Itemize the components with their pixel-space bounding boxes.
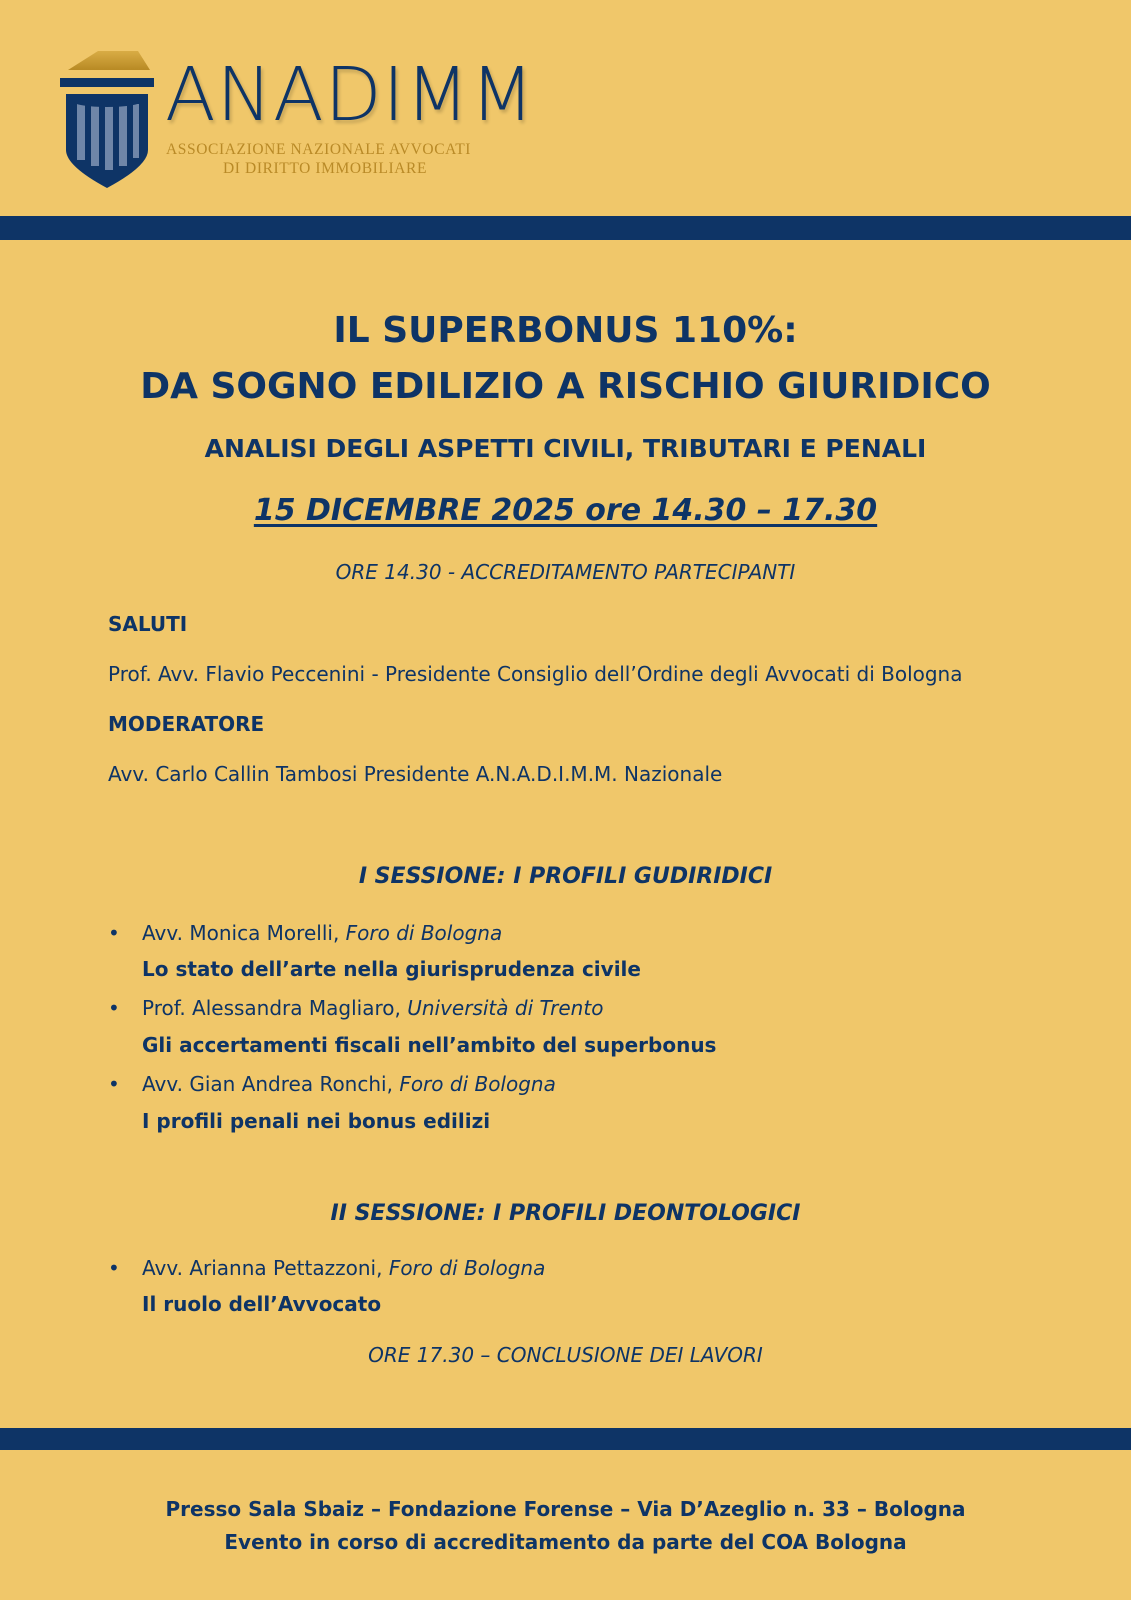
event-title-line1: IL SUPERBONUS 110%:: [333, 310, 798, 351]
speaker-item: [108, 1072, 556, 1096]
session-2-title: II SESSIONE: I PROFILI DEONTOLOGICI: [330, 1201, 801, 1226]
speaker-affiliation: Università di Trento: [407, 996, 604, 1020]
speaker-separator: ,: [376, 1256, 389, 1280]
bullet: •: [108, 1256, 120, 1280]
brand-subtitle-line1: ASSOCIAZIONE NAZIONALE AVVOCATI: [166, 141, 472, 158]
brand-subtitle-line2: DI DIRITTO IMMOBILIARE: [223, 160, 428, 177]
speaker-item: [108, 921, 502, 945]
event-subtitle: ANALISI DEGLI ASPETTI CIVILI, TRIBUTARI E PENALI: [204, 434, 927, 463]
column-shield-logo-icon: [58, 48, 158, 193]
speaker-separator: ,: [386, 1072, 400, 1096]
moderatore-label: MODERATORE: [108, 712, 265, 736]
bottom-divider: [0, 1428, 1131, 1450]
speaker-name: Prof. Alessandra Magliaro: [142, 996, 395, 1020]
event-date: 15 DICEMBRE 2025 ore 14.30 – 17.30: [253, 493, 878, 528]
speaker-separator: ,: [332, 921, 346, 945]
accreditation-note: Evento in corso di accreditamento da parte del COA Bologna: [224, 1530, 907, 1554]
speaker-affiliation: Foro di Bologna: [399, 1072, 556, 1096]
event-title-line2: DA SOGNO EDILIZIO A RISCHIO GIURIDICO: [140, 366, 991, 407]
speaker-name: Avv. Arianna Pettazzoni: [142, 1256, 377, 1280]
moderatore-text: Avv. Carlo Callin Tambosi Presidente A.N.A.D.I.M.M. Nazionale: [108, 762, 723, 786]
venue-line: Presso Sala Sbaiz – Fondazione Forense – Via D’Azeglio n. 33 – Bologna: [165, 1497, 966, 1521]
speaker-topic: I profili penali nei bonus edilizi: [142, 1109, 491, 1133]
speaker-name: Avv. Gian Andrea Ronchi: [142, 1072, 387, 1096]
speaker-affiliation: Foro di Bologna: [388, 1256, 546, 1280]
bullet: •: [108, 996, 120, 1020]
top-divider: [0, 216, 1131, 240]
saluti-label: SALUTI: [108, 612, 188, 636]
speaker-topic: Il ruolo dell’Avvocato: [142, 1292, 382, 1316]
speaker-name: Avv. Monica Morelli: [142, 921, 333, 945]
speaker-topic: Lo stato dell’arte nella giurisprudenza civile: [142, 957, 641, 981]
accreditation-time: ORE 14.30 - ACCREDITAMENTO PARTECIPANTI: [335, 560, 796, 584]
speaker-topic: Gli accertamenti fiscali nell’ambito del superbonus: [142, 1033, 717, 1057]
saluti-text: Prof. Avv. Flavio Peccenini - Presidente Consiglio dell’Ordine degli Avvocati di Bologna: [108, 662, 963, 686]
speaker-affiliation: Foro di Bologna: [345, 921, 503, 945]
speaker-item: [108, 996, 603, 1020]
speaker-separator: ,: [394, 996, 408, 1020]
bullet: •: [108, 921, 120, 945]
speaker-item: [108, 1256, 545, 1280]
bullet: •: [108, 1072, 120, 1096]
conclusion-time: ORE 17.30 – CONCLUSIONE DEI LAVORI: [368, 1343, 763, 1367]
brand-name: ANADIMM: [165, 52, 536, 138]
session-1-title: I SESSIONE: I PROFILI GUDIRIDICI: [358, 864, 773, 889]
